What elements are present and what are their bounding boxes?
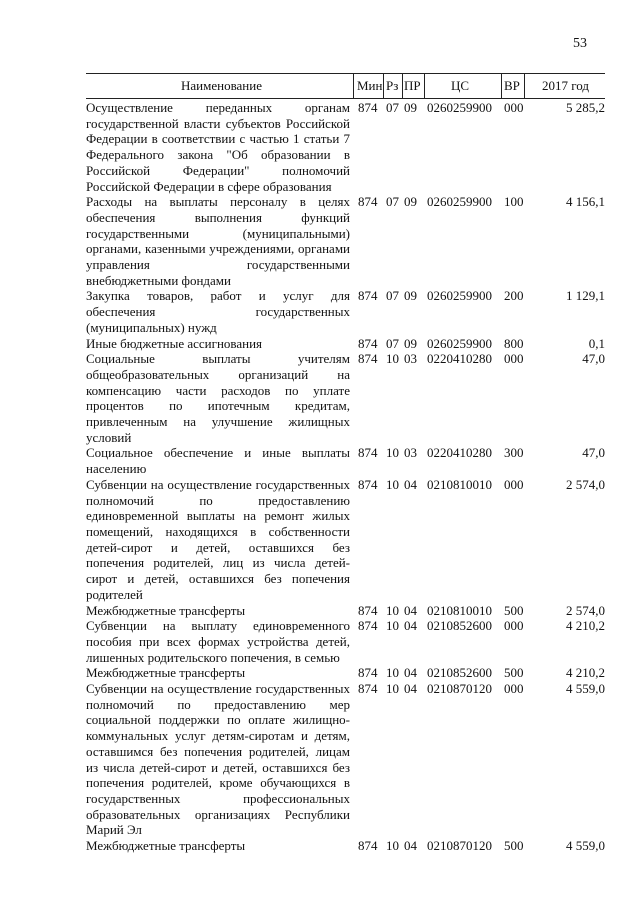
row-pr: 04 xyxy=(404,602,417,618)
row-pr: 04 xyxy=(404,681,417,697)
row-vr: 300 xyxy=(504,445,524,461)
row-name: Социальные выплаты учителям общеобразовательных организаций на компенсацию части расходов по уплате процентов по ипотечным кредитам, привлеченным на улучшение жилищных условий xyxy=(86,351,350,445)
row-sum: 2 574,0 xyxy=(566,476,605,492)
row-pr: 04 xyxy=(404,618,417,634)
row-name: Осуществление переданных органам государственной власти субъектов Российской Федерации в соответствии с частью 1 статьи 7 Федерального закона "Об образовании в Российской Федерации" полномочий Российской Федерации в сфере образования xyxy=(86,100,350,194)
row-sum: 5 285,2 xyxy=(566,100,605,115)
row-pr: 09 xyxy=(404,100,417,115)
row-rz: 07 xyxy=(386,194,399,210)
row-min: 874 xyxy=(358,445,378,461)
row-sum: 4 210,2 xyxy=(566,618,605,634)
table-row xyxy=(86,288,605,335)
row-pr: 09 xyxy=(404,194,417,210)
header-name: Наименование xyxy=(181,78,262,93)
row-sum: 4 559,0 xyxy=(566,681,605,697)
row-vr: 800 xyxy=(504,335,524,351)
row-name: Межбюджетные трансферты xyxy=(86,665,246,681)
row-pr: 09 xyxy=(404,288,417,304)
row-rz: 07 xyxy=(386,288,399,304)
row-pr: 03 xyxy=(404,351,417,367)
row-name: Субвенции на осуществление государственных полномочий по предоставлению единовременной выплаты на ремонт жилых помещений, находящихся в собственности детей-сирот и детей, оставшихся без попечения родителей, лиц из числа детей-сирот и детей, оставшихся без попечения родителей xyxy=(86,476,350,602)
row-vr: 500 xyxy=(504,665,524,681)
table-header xyxy=(86,73,605,99)
table-row xyxy=(86,665,605,681)
row-cs: 0210852600 xyxy=(427,665,492,681)
row-sum: 4 156,1 xyxy=(566,194,605,210)
header-pr: ПР xyxy=(404,78,421,93)
row-cs: 0210852600 xyxy=(427,618,492,634)
row-rz: 10 xyxy=(386,602,399,618)
row-vr: 000 xyxy=(504,618,524,634)
header-divider xyxy=(424,74,425,98)
row-min: 874 xyxy=(358,602,378,618)
row-pr: 03 xyxy=(404,445,417,461)
budget-table xyxy=(86,100,605,854)
table-row xyxy=(86,445,605,476)
row-min: 874 xyxy=(358,194,378,210)
row-sum: 2 574,0 xyxy=(566,602,605,618)
row-name: Иные бюджетные ассигнования xyxy=(86,335,263,351)
row-pr: 04 xyxy=(404,476,417,492)
row-name: Межбюджетные трансферты xyxy=(86,602,246,618)
row-vr: 200 xyxy=(504,288,524,304)
row-sum: 1 129,1 xyxy=(566,288,605,304)
table-row xyxy=(86,603,605,619)
row-rz: 10 xyxy=(386,618,399,634)
row-name: Субвенции на выплату единовременного пособия при всех формах устройства детей, лишенных родительского попечения, в семью xyxy=(86,618,350,665)
row-pr: 04 xyxy=(404,838,417,854)
row-cs: 0210810010 xyxy=(427,602,492,618)
row-cs: 0260259900 xyxy=(427,288,492,304)
row-rz: 10 xyxy=(386,665,399,681)
row-rz: 07 xyxy=(386,100,399,115)
header-divider xyxy=(402,74,403,98)
row-name: Расходы на выплаты персоналу в целях обеспечения выполнения функций государственными (муниципальными) органами, казенными учреждениями, органами управления государственными внебюджетными фондами xyxy=(86,194,350,288)
row-min: 874 xyxy=(358,681,378,697)
row-rz: 10 xyxy=(386,476,399,492)
row-cs: 0210810010 xyxy=(427,476,492,492)
page-number: 53 xyxy=(573,36,587,51)
row-rz: 10 xyxy=(386,838,399,854)
row-pr: 09 xyxy=(404,335,417,351)
row-pr: 04 xyxy=(404,665,417,681)
row-vr: 500 xyxy=(504,838,524,854)
table-row xyxy=(86,681,605,838)
row-name: Субвенции на осуществление государственных полномочий по предоставлению мер социальной поддержки по оплате жилищно-коммунальных услуг детям-сиротам и детям, оставшимся без попечения родителей, лицам из числа детей-сирот и детей, оставшихся без попечения родителей, кроме обучающихся в государственных профессиональных образовательных организациях Республики Марий Эл xyxy=(86,681,350,838)
row-sum: 47,0 xyxy=(582,351,605,367)
table-row xyxy=(86,618,605,665)
row-name: Закупка товаров, работ и услуг для обеспечения государственных (муниципальных) нужд xyxy=(86,288,350,335)
row-sum: 0,1 xyxy=(588,335,605,351)
row-cs: 0210870120 xyxy=(427,681,492,697)
row-min: 874 xyxy=(358,335,378,351)
table-row xyxy=(86,477,605,603)
row-cs: 0220410280 xyxy=(427,351,492,367)
table-row xyxy=(86,336,605,352)
header-divider xyxy=(353,74,354,98)
row-vr: 000 xyxy=(504,681,524,697)
row-rz: 10 xyxy=(386,445,399,461)
row-min: 874 xyxy=(358,618,378,634)
header-divider xyxy=(383,74,384,98)
header-year: 2017 год xyxy=(542,78,589,93)
row-cs: 0260259900 xyxy=(427,194,492,210)
row-name: Социальное обеспечение и иные выплаты населению xyxy=(86,445,350,477)
row-min: 874 xyxy=(358,351,378,367)
row-rz: 07 xyxy=(386,335,399,351)
table-row xyxy=(86,351,605,445)
table-row xyxy=(86,194,605,288)
row-sum: 4 559,0 xyxy=(566,838,605,854)
row-name: Межбюджетные трансферты xyxy=(86,838,246,854)
row-min: 874 xyxy=(358,288,378,304)
row-vr: 000 xyxy=(504,100,524,115)
table-row xyxy=(86,100,605,194)
header-min: Мин xyxy=(357,78,383,93)
header-cs: ЦС xyxy=(451,78,470,93)
row-min: 874 xyxy=(358,476,378,492)
row-rz: 10 xyxy=(386,351,399,367)
row-vr: 000 xyxy=(504,476,524,492)
header-vr: ВР xyxy=(504,78,520,93)
header-divider xyxy=(524,74,525,98)
row-vr: 500 xyxy=(504,602,524,618)
row-min: 874 xyxy=(358,838,378,854)
table-row xyxy=(86,838,605,854)
row-min: 874 xyxy=(358,665,378,681)
row-cs: 0220410280 xyxy=(427,445,492,461)
row-min: 874 xyxy=(358,100,378,115)
row-cs: 0260259900 xyxy=(427,335,492,351)
row-cs: 0210870120 xyxy=(427,838,492,854)
row-sum: 4 210,2 xyxy=(566,665,605,681)
row-vr: 000 xyxy=(504,351,524,367)
header-rz: Рз xyxy=(386,78,399,93)
row-vr: 100 xyxy=(504,194,524,210)
row-sum: 47,0 xyxy=(582,445,605,461)
row-rz: 10 xyxy=(386,681,399,697)
row-cs: 0260259900 xyxy=(427,100,492,115)
header-divider xyxy=(501,74,502,98)
